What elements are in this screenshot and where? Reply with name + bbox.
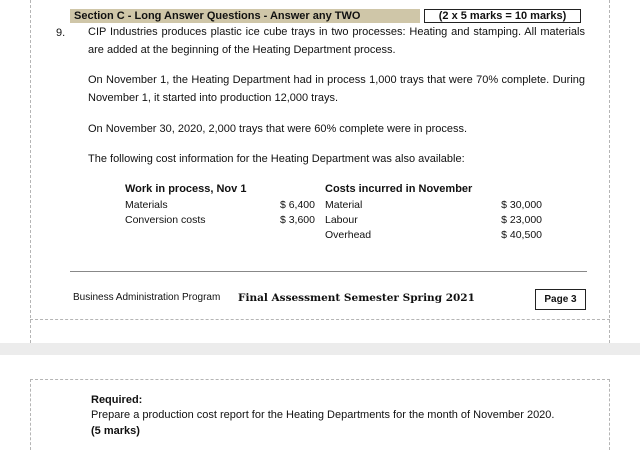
costs-value: $ 40,500	[501, 229, 542, 241]
wip-header: Work in process, Nov 1	[125, 183, 247, 195]
costs-label: Overhead	[325, 229, 372, 241]
wip-label: Conversion costs	[125, 214, 206, 226]
footer-title: Final Assessment Semester Spring 2021	[238, 292, 475, 304]
required-marks: (5 marks)	[91, 425, 140, 437]
question-paragraph: On November 1, the Heating Department had in process 1,000 trays that were 70% complete. During November 1, it started into production 12,000 trays.	[88, 74, 585, 104]
required-text: Prepare a production cost report for the Heating Departments for the month of November 2020.	[91, 409, 555, 421]
question-number: 9.	[56, 27, 66, 39]
page-number: Page 3	[535, 289, 586, 310]
required-title: Required:	[91, 394, 143, 406]
costs-label: Material	[325, 199, 363, 211]
costs-value: $ 30,000	[501, 199, 542, 211]
section-header	[70, 9, 581, 23]
page-border-top	[30, 379, 610, 380]
page-border-left	[30, 379, 31, 450]
page-border-right	[609, 379, 610, 450]
page-border-bottom	[30, 319, 610, 320]
page-border-right	[609, 0, 610, 343]
page-border-left	[30, 0, 31, 343]
costs-label: Labour	[325, 214, 358, 226]
question-paragraph: The following cost information for the Heating Department was also available:	[88, 153, 465, 165]
costs-header: Costs incurred in November	[325, 183, 473, 195]
section-marks: (2 x 5 marks = 10 marks)	[424, 9, 581, 23]
section-title: Section C - Long Answer Questions - Answer any TWO	[70, 9, 420, 23]
footer-program: Business Administration Program	[73, 292, 221, 303]
question-paragraph: On November 30, 2020, 2,000 trays that were 60% complete were in process.	[88, 123, 468, 135]
costs-value: $ 23,000	[501, 214, 542, 226]
wip-value: $ 6,400	[279, 199, 315, 211]
wip-value: $ 3,600	[279, 214, 315, 226]
question-paragraph: CIP Industries produces plastic ice cube trays in two processes: Heating and stamping. All materials are added at the beginning of the Heating Department process.	[88, 26, 585, 56]
footer-divider	[70, 271, 587, 272]
wip-label: Materials	[125, 199, 168, 211]
